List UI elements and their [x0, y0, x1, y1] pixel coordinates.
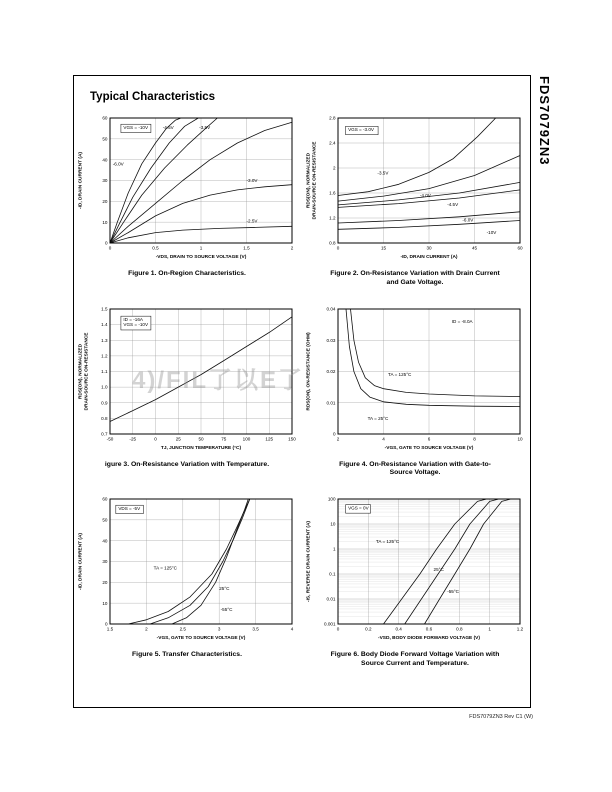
figure-3 — [76, 302, 298, 479]
figure-5-caption: Figure 5. Transfer Characteristics. — [132, 651, 242, 659]
svg-text:1.4: 1.4 — [101, 321, 108, 327]
svg-text:50: 50 — [102, 517, 108, 523]
figure-1 — [76, 111, 298, 288]
svg-text:TA = 25°C: TA = 25°C — [367, 415, 389, 421]
watermark: 4)/FIL了以E了 — [132, 367, 305, 394]
svg-text:2: 2 — [336, 436, 340, 442]
svg-text:0.8: 0.8 — [101, 415, 108, 421]
svg-text:-4.0V: -4.0V — [419, 193, 431, 198]
svg-text:-4.5V: -4.5V — [447, 201, 459, 207]
svg-text:0.7: 0.7 — [101, 431, 108, 437]
svg-text:30: 30 — [102, 178, 108, 184]
svg-text:VGS = -3.0V: VGS = -3.0V — [348, 126, 375, 132]
figure-3-chart — [76, 302, 298, 460]
figure-2 — [304, 111, 526, 288]
svg-text:0.8: 0.8 — [456, 626, 463, 632]
svg-text:10: 10 — [102, 601, 108, 607]
svg-text:20: 20 — [102, 198, 108, 204]
svg-text:0: 0 — [332, 431, 336, 437]
svg-text:0.5: 0.5 — [152, 245, 159, 251]
figure-5-chart — [76, 492, 298, 650]
svg-text:6: 6 — [427, 436, 431, 442]
svg-text:0: 0 — [104, 621, 108, 627]
svg-text:0.4: 0.4 — [395, 626, 402, 632]
svg-text:0.2: 0.2 — [365, 626, 372, 632]
svg-text:-VSD, BODY DIODE FORWARD VOLTA: -VSD, BODY DIODE FORWARD VOLTAGE (V) — [378, 636, 480, 642]
svg-text:20: 20 — [102, 580, 108, 586]
svg-text:ID = -8.0A: ID = -8.0A — [451, 318, 473, 324]
svg-text:-VGS, GATE TO SOURCE VOLTAGE (: -VGS, GATE TO SOURCE VOLTAGE (V) — [156, 636, 246, 642]
svg-text:50: 50 — [102, 136, 108, 142]
svg-text:4: 4 — [290, 626, 294, 632]
figure-1-chart — [76, 111, 298, 269]
svg-text:VGS = 0V: VGS = 0V — [348, 505, 369, 511]
svg-text:40: 40 — [102, 538, 108, 544]
svg-text:0: 0 — [336, 245, 340, 251]
svg-text:DRAIN-SOURCE ON-RESISTANCE: DRAIN-SOURCE ON-RESISTANCE — [312, 141, 318, 220]
svg-text:50: 50 — [198, 436, 204, 442]
svg-text:1.2: 1.2 — [329, 215, 336, 221]
svg-text:-VDS, DRAIN TO SOURCE VOLTAGE: -VDS, DRAIN TO SOURCE VOLTAGE (V) — [155, 255, 247, 260]
svg-text:1.3: 1.3 — [101, 337, 108, 343]
svg-text:2: 2 — [145, 626, 148, 632]
svg-text:15: 15 — [380, 245, 387, 251]
figure-4-chart — [304, 302, 526, 460]
svg-text:VDS = -5V: VDS = -5V — [118, 506, 141, 512]
svg-text:1.5: 1.5 — [106, 626, 114, 632]
svg-text:8: 8 — [473, 436, 476, 442]
svg-text:2: 2 — [290, 245, 294, 251]
svg-text:60: 60 — [102, 115, 108, 121]
figure-5 — [76, 492, 298, 669]
svg-text:30: 30 — [102, 559, 108, 565]
svg-text:25: 25 — [175, 436, 181, 442]
svg-text:150: 150 — [288, 436, 296, 442]
svg-text:4: 4 — [382, 436, 385, 442]
svg-text:25°C: 25°C — [433, 567, 444, 573]
svg-text:2.8: 2.8 — [329, 115, 336, 121]
svg-text:0: 0 — [104, 240, 108, 246]
svg-text:-4.5V: -4.5V — [162, 124, 174, 130]
svg-text:30: 30 — [426, 245, 432, 251]
svg-text:125: 125 — [265, 436, 274, 442]
svg-text:-50: -50 — [106, 436, 114, 442]
svg-text:1.2: 1.2 — [516, 626, 524, 632]
svg-text:TA = 125°C: TA = 125°C — [153, 565, 178, 571]
svg-text:RDS(ON), NORMALIZED: RDS(ON), NORMALIZED — [78, 343, 84, 399]
svg-text:0.01: 0.01 — [326, 400, 336, 406]
svg-text:10: 10 — [330, 521, 336, 527]
svg-text:0.04: 0.04 — [326, 306, 336, 312]
svg-text:1.1: 1.1 — [101, 368, 108, 374]
svg-text:-ID, DRAIN CURRENT (A): -ID, DRAIN CURRENT (A) — [400, 255, 458, 260]
svg-text:-VGS, GATE TO SOURCE VOLTAGE (: -VGS, GATE TO SOURCE VOLTAGE (V) — [384, 445, 474, 451]
svg-text:1.0: 1.0 — [101, 384, 108, 390]
svg-text:-25: -25 — [129, 436, 137, 442]
svg-text:-3.0V: -3.0V — [246, 178, 258, 183]
svg-text:-55°C: -55°C — [220, 607, 233, 613]
svg-text:VGS = -10V: VGS = -10V — [123, 124, 149, 130]
svg-text:DRAIN-SOURCE ON-RESISTANCE: DRAIN-SOURCE ON-RESISTANCE — [84, 332, 90, 411]
svg-text:0.6: 0.6 — [425, 626, 433, 632]
svg-text:2.5: 2.5 — [179, 626, 186, 632]
figure-4 — [304, 302, 526, 479]
svg-text:-6.0V: -6.0V — [112, 161, 124, 167]
svg-text:0.1: 0.1 — [329, 571, 336, 577]
part-number-sidebar: FDS7079ZN3 — [537, 76, 552, 166]
svg-text:0.001: 0.001 — [324, 621, 336, 627]
figure-6 — [304, 492, 526, 669]
svg-text:-3.5V: -3.5V — [199, 124, 211, 130]
svg-text:75: 75 — [221, 436, 227, 442]
page-title: Typical Characteristics — [90, 91, 216, 103]
svg-text:60: 60 — [517, 245, 523, 251]
svg-text:-6.0V: -6.0V — [462, 217, 474, 223]
svg-text:0.01: 0.01 — [326, 596, 336, 602]
svg-text:40: 40 — [102, 157, 108, 163]
svg-text:0: 0 — [336, 626, 340, 632]
svg-text:-ID, DRAIN CURRENT (A): -ID, DRAIN CURRENT (A) — [78, 533, 84, 591]
svg-text:0.03: 0.03 — [326, 337, 336, 343]
svg-text:2.4: 2.4 — [329, 140, 336, 146]
svg-text:-10V: -10V — [486, 229, 497, 235]
figure-3-caption: igure 3. On-Resistance Variation with Temperature. — [104, 460, 270, 468]
figures-grid — [74, 107, 530, 669]
svg-text:0: 0 — [154, 436, 157, 442]
figure-6-chart — [304, 492, 526, 650]
svg-text:1.5: 1.5 — [243, 245, 250, 251]
figure-4-caption: Figure 4. On-Resistance Variation with Gate-to-Source Voltage. — [339, 460, 491, 477]
figure-1-caption: Figure 1. On-Region Characteristics. — [128, 270, 246, 277]
svg-text:3: 3 — [217, 626, 221, 632]
svg-text:100: 100 — [242, 436, 251, 442]
figure-2-caption: Figure 2. On-Resistance Variation with Drain Current and Gate Voltage. — [330, 270, 500, 286]
svg-text:1.2: 1.2 — [101, 353, 108, 359]
svg-text:1.6: 1.6 — [329, 190, 336, 196]
svg-text:1: 1 — [199, 245, 203, 251]
svg-text:ID = -16A: ID = -16A — [123, 316, 143, 322]
svg-text:1: 1 — [488, 626, 491, 632]
svg-text:45: 45 — [471, 245, 478, 251]
svg-text:TJ, JUNCTION TEMPERATURE (°C): TJ, JUNCTION TEMPERATURE (°C) — [160, 445, 242, 451]
svg-text:0: 0 — [108, 245, 112, 251]
svg-text:10: 10 — [517, 436, 523, 442]
svg-text:-2.5V: -2.5V — [246, 218, 258, 224]
footer-revision: FDS7079ZN3 Rev C1 (W) — [469, 714, 533, 720]
svg-text:-3.5V: -3.5V — [377, 170, 389, 176]
svg-text:10: 10 — [102, 219, 108, 225]
svg-text:1.5: 1.5 — [101, 306, 108, 312]
svg-text:-ID, DRAIN CURRENT (A): -ID, DRAIN CURRENT (A) — [78, 151, 84, 210]
svg-text:100: 100 — [327, 496, 336, 502]
svg-text:25°C: 25°C — [219, 586, 230, 592]
svg-text:VGS = -10V: VGS = -10V — [123, 321, 149, 327]
svg-text:-55°C: -55°C — [447, 589, 459, 595]
svg-text:TA = 125°C: TA = 125°C — [375, 539, 400, 545]
svg-text:2: 2 — [332, 165, 336, 171]
svg-text:1: 1 — [332, 546, 336, 552]
svg-text:TA = 125°C: TA = 125°C — [388, 371, 412, 377]
svg-text:RDS(ON), ON-RESISTANCE (OHM): RDS(ON), ON-RESISTANCE (OHM) — [306, 332, 312, 411]
svg-text:0.02: 0.02 — [326, 368, 336, 374]
svg-text:-IS, REVERSE DRAIN CURRENT (A): -IS, REVERSE DRAIN CURRENT (A) — [306, 521, 312, 603]
figure-2-chart — [304, 111, 526, 269]
svg-text:60: 60 — [102, 496, 108, 502]
svg-text:0.8: 0.8 — [329, 240, 336, 246]
svg-text:RDS(ON), NORMALIZED: RDS(ON), NORMALIZED — [306, 152, 312, 209]
svg-text:0.9: 0.9 — [101, 400, 108, 406]
svg-text:3.5: 3.5 — [252, 626, 259, 632]
figure-6-caption: Figure 6. Body Diode Forward Voltage Variation with Source Current and Temperature. — [330, 651, 500, 668]
page-border — [73, 75, 531, 708]
